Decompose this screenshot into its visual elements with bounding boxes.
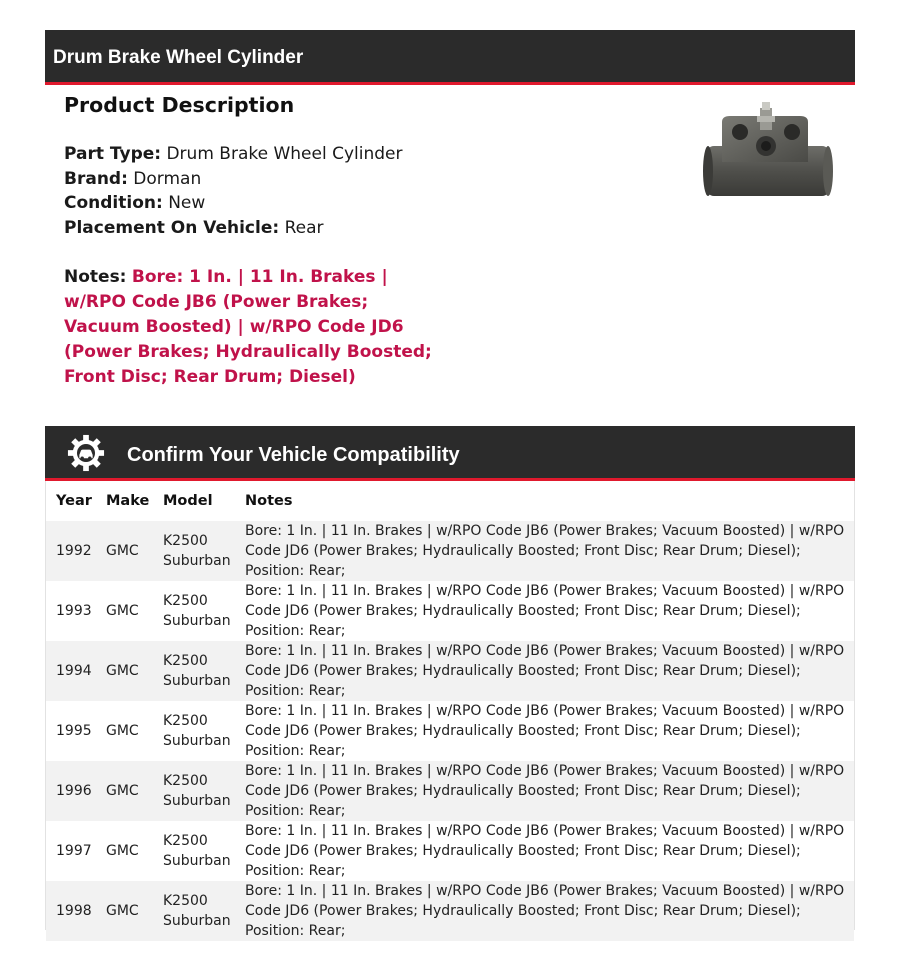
table-row	[46, 761, 854, 821]
cell-make: GMC	[106, 603, 139, 619]
product-notes	[64, 265, 434, 389]
spec-list	[64, 142, 444, 240]
cell-year: 1995	[56, 723, 92, 739]
spec-part-type	[64, 142, 444, 167]
cell-year: 1992	[46, 521, 106, 581]
compatibility-bar	[45, 426, 855, 481]
column-header-notes: Notes	[245, 493, 293, 509]
cell-model: K2500 Suburban	[163, 521, 245, 581]
cell-make: GMC	[106, 881, 163, 941]
notes-key: Notes:	[64, 267, 127, 288]
cell-year: 1993	[56, 603, 92, 619]
cell-model: K2500 Suburban	[163, 761, 245, 821]
spec-placement	[64, 216, 444, 241]
product-image	[700, 102, 835, 202]
compatibility-title: Confirm Your Vehicle Compatibility	[127, 444, 460, 466]
spec-condition	[64, 191, 444, 216]
cell-model: K2500 Suburban	[163, 881, 245, 941]
description-heading: Product Description	[64, 93, 295, 117]
table-header-row	[46, 481, 854, 521]
cell-notes: Bore: 1 In. | 11 In. Brakes | w/RPO Code JB6 (Power Brakes; Vacuum Boosted) | w/RPO Code JD6 (Power Brakes; Hydraulically Boosted; Front Disc; Rear Drum; Diesel); Position: Rear;	[245, 761, 854, 821]
column-header-make: Make	[106, 493, 150, 509]
cell-year: 1994	[46, 641, 106, 701]
table-row	[46, 881, 854, 941]
cell-make: GMC	[106, 723, 139, 739]
compatibility-table	[45, 481, 855, 939]
cell-make: GMC	[106, 521, 163, 581]
table-row	[46, 821, 854, 881]
notes-value: Bore: 1 In. | 11 In. Brakes | w/RPO Code JB6 (Power Brakes; Vacuum Boosted) | w/RPO Code JD6 (Power Brakes; Hydraulically Boosted; Front Disc; Rear Drum; Diesel)	[64, 267, 432, 387]
cell-year: 1996	[46, 761, 106, 821]
spec-value: New	[168, 193, 206, 214]
product-description	[64, 88, 444, 389]
cell-notes: Bore: 1 In. | 11 In. Brakes | w/RPO Code JB6 (Power Brakes; Vacuum Boosted) | w/RPO Code JD6 (Power Brakes; Hydraulically Boosted; Front Disc; Rear Drum; Diesel); Position: Rear;	[245, 823, 845, 879]
spec-value: Rear	[284, 217, 324, 238]
cell-year: 1998	[46, 881, 106, 941]
cell-year: 1997	[56, 843, 92, 859]
cell-model: K2500 Suburban	[163, 641, 245, 701]
spec-value: Drum Brake Wheel Cylinder	[166, 144, 403, 164]
table-row	[46, 581, 854, 641]
spec-brand	[64, 167, 444, 192]
cell-notes: Bore: 1 In. | 11 In. Brakes | w/RPO Code JB6 (Power Brakes; Vacuum Boosted) | w/RPO Code JD6 (Power Brakes; Hydraulically Boosted; Front Disc; Rear Drum; Diesel); Position: Rear;	[245, 881, 854, 941]
column-header-model: Model	[163, 493, 213, 509]
gear-car-icon	[67, 434, 105, 472]
table-row	[46, 701, 854, 761]
table-row	[46, 521, 854, 581]
spec-value: Dorman	[133, 168, 202, 189]
spec-key: Part Type:	[64, 144, 162, 164]
product-title: Drum Brake Wheel Cylinder	[53, 47, 304, 68]
cell-make: GMC	[106, 843, 139, 859]
cell-make: GMC	[106, 641, 163, 701]
spec-key: Placement On Vehicle:	[64, 217, 280, 238]
cell-model: K2500 Suburban	[163, 833, 231, 869]
column-header-year: Year	[56, 493, 92, 509]
cell-notes: Bore: 1 In. | 11 In. Brakes | w/RPO Code JB6 (Power Brakes; Vacuum Boosted) | w/RPO Code JD6 (Power Brakes; Hydraulically Boosted; Front Disc; Rear Drum; Diesel); Position: Rear;	[245, 521, 854, 581]
cell-make: GMC	[106, 761, 163, 821]
spec-key: Condition:	[64, 193, 163, 214]
product-title-bar	[45, 30, 855, 85]
cell-notes: Bore: 1 In. | 11 In. Brakes | w/RPO Code JB6 (Power Brakes; Vacuum Boosted) | w/RPO Code JD6 (Power Brakes; Hydraulically Boosted; Front Disc; Rear Drum; Diesel); Position: Rear;	[245, 641, 854, 701]
cell-notes: Bore: 1 In. | 11 In. Brakes | w/RPO Code JB6 (Power Brakes; Vacuum Boosted) | w/RPO Code JD6 (Power Brakes; Hydraulically Boosted; Front Disc; Rear Drum; Diesel); Position: Rear;	[245, 703, 845, 759]
cell-model: K2500 Suburban	[163, 713, 231, 749]
cell-notes: Bore: 1 In. | 11 In. Brakes | w/RPO Code JB6 (Power Brakes; Vacuum Boosted) | w/RPO Code JD6 (Power Brakes; Hydraulically Boosted; Front Disc; Rear Drum; Diesel); Position: Rear;	[245, 583, 845, 639]
spec-key: Brand:	[64, 168, 128, 189]
cell-model: K2500 Suburban	[163, 593, 231, 629]
table-row	[46, 641, 854, 701]
